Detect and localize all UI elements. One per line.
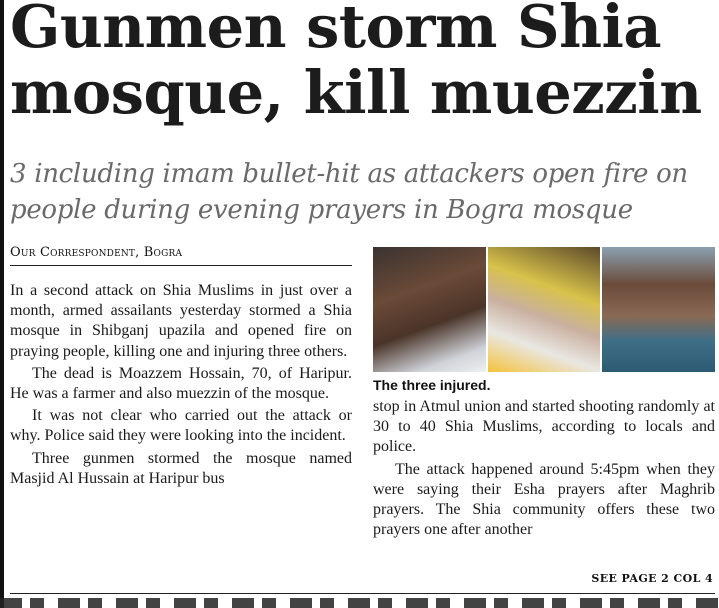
injured-photo-3	[602, 247, 715, 372]
next-headline-cutoff	[0, 598, 719, 608]
article-column-left	[10, 281, 352, 489]
divider	[10, 593, 715, 594]
paragraph: It was not clear who carried out the attack or why. Police said they were looking into the incident.	[10, 407, 352, 445]
injured-photo-strip	[373, 247, 715, 372]
subheadline: 3 including imam bullet-hit as attackers open fire on people during evening prayers in Bogra mosque	[10, 159, 688, 225]
injured-photo-1	[373, 247, 486, 372]
paragraph: The dead is Moazzem Hossain, 70, of Haripur. He was a farmer and also muezzin of the mosque.	[10, 364, 352, 403]
injured-photo-2	[488, 247, 601, 372]
byline: Our Correspondent, Bogra	[10, 245, 352, 266]
page-edge-rule	[0, 0, 4, 608]
continued-on-page: SEE PAGE 2 COL 4	[591, 572, 713, 585]
paragraph: stop in Atmul union and started shooting randomly at 30 to 40 Shia Muslims, according to locals and police.	[373, 398, 715, 456]
paragraph: Three gunmen stormed the mosque named Masjid Al Hussain at Haripur bus	[10, 449, 352, 487]
article-column-right	[373, 397, 715, 540]
paragraph: In a second attack on Shia Muslims in just over a month, armed assailants yesterday stormed a Shia mosque in Shibganj upazila and opened fire on praying people, killing one and injuring three others.	[10, 282, 352, 360]
headline: Gunmen storm Shia mosque, kill muezzin	[10, 0, 702, 127]
photo-caption: The three injured.	[373, 377, 491, 393]
paragraph: The attack happened around 5:45pm when they were saying their Esha prayers after Maghrib prayers. The Shia community offers these two prayers one after another	[373, 460, 715, 539]
